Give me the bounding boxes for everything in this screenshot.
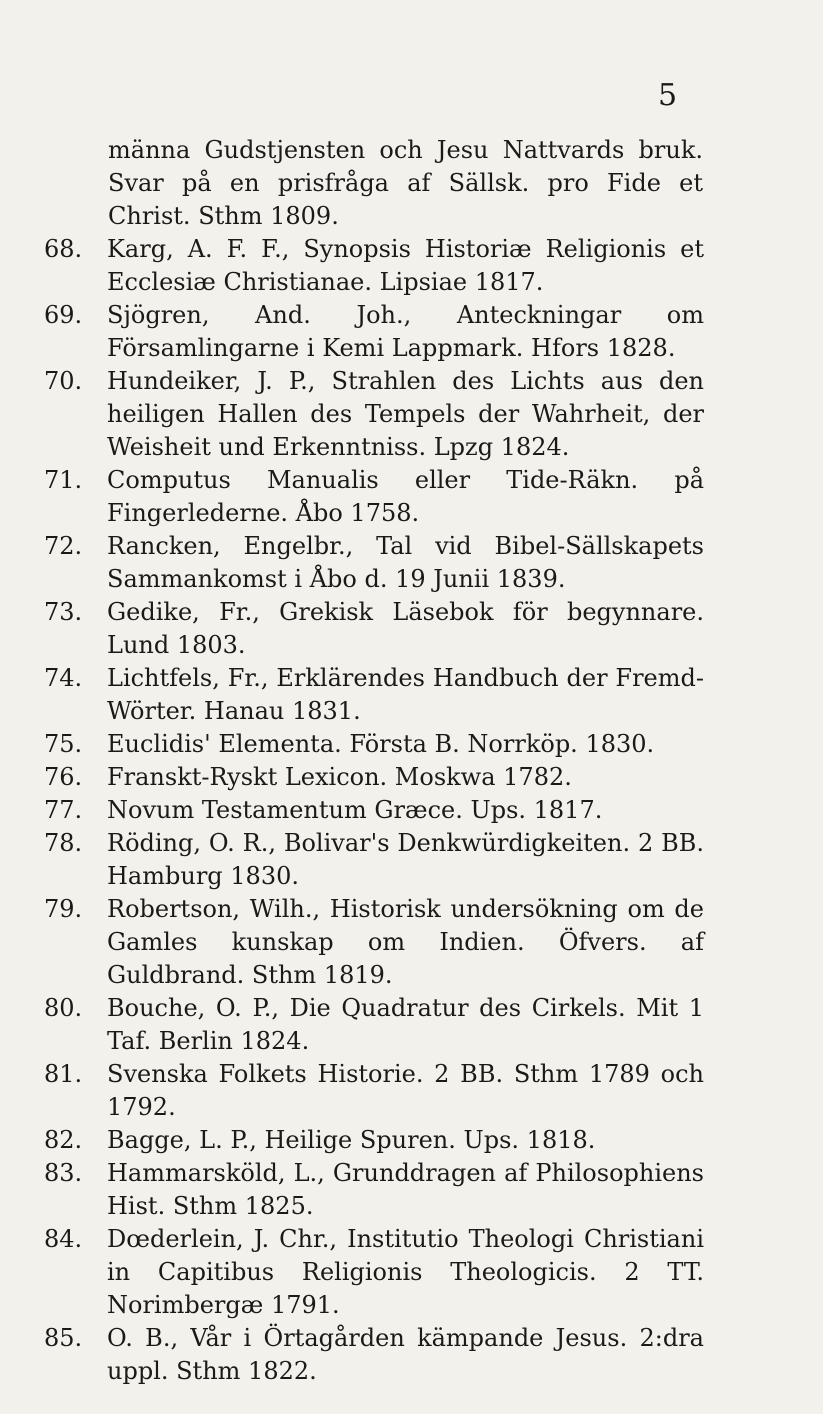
entry-text: Bouche, O. P., Die Quadratur des Cirkels. Mit 1 Taf. Berlin 1824. [107,994,704,1055]
bibliography-entry [44,728,704,761]
bibliography-entry [44,761,704,794]
entry-text: Sjögren, And. Joh., Anteckningar om Församlingarne i Kemi Lappmark. Hfors 1828. [107,301,704,362]
entry-number: 81. [44,1060,83,1088]
entry-number: 83. [44,1159,83,1187]
entry-text: O. B., Vår i Örtagården kämpande Jesus. 2:dra uppl. Sthm 1822. [107,1324,704,1385]
entry-number: 71. [44,466,83,494]
entry-number: 79. [44,895,83,923]
entry-text: Rancken, Engelbr., Tal vid Bibel-Sällskapets Sammankomst i Åbo d. 19 Junii 1839. [107,532,704,593]
bibliography-entry [44,827,704,893]
bibliography-entry [44,662,704,728]
entry-number: 73. [44,598,83,626]
entry-text: Hundeiker, J. P., Strahlen des Lichts aus den heiligen Hallen des Tempels der Wahrheit, der Weisheit und Erkenntniss. Lpzg 1824. [107,367,704,461]
entry-number: 78. [44,829,83,857]
bibliography-entry [44,1223,704,1322]
entry-text: Hammarsköld, L., Grunddragen af Philosophiens Hist. Sthm 1825. [107,1159,704,1220]
bibliography-entry [44,992,704,1058]
bibliography-list [44,233,704,1388]
entry-number: 85. [44,1324,83,1352]
bibliography-entry [44,596,704,662]
continuation-text: männa Gudstjensten och Jesu Nattvards bruk. Svar på en prisfråga af Sällsk. pro Fide et Christ. Sthm 1809. [108,136,703,230]
entry-number: 69. [44,301,83,329]
bibliography-entry [44,1124,704,1157]
bibliography-entry [44,464,704,530]
entry-number: 75. [44,730,83,758]
entry-text: Gedike, Fr., Grekisk Läsebok för begynnare. Lund 1803. [107,598,704,659]
entry-text: Novum Testamentum Græce. Ups. 1817. [107,796,603,824]
bibliography-entry [44,530,704,596]
entry-text: Robertson, Wilh., Historisk undersökning om de Gamles kunskap om Indien. Öfvers. af Guldbrand. Sthm 1819. [107,895,704,989]
bibliography-entry [44,365,704,464]
entry-number: 74. [44,664,83,692]
entry-number: 84. [44,1225,83,1253]
entry-number: 68. [44,235,83,263]
page-number: 5 [658,78,678,113]
bibliography-entry [44,1157,704,1223]
entry-text: Röding, O. R., Bolivar's Denkwürdigkeiten. 2 BB. Hamburg 1830. [107,829,704,890]
entry-number: 76. [44,763,83,791]
entry-text: Dœderlein, J. Chr., Institutio Theologi Christiani in Capitibus Religionis Theologicis. 2 TT. Norimbergæ 1791. [107,1225,704,1319]
bibliography-entry [44,1322,704,1388]
bibliography-entry [44,893,704,992]
entry-text: Euclidis' Elementa. Första B. Norrköp. 1830. [107,730,655,758]
entry-text: Computus Manualis eller Tide-Räkn. på Fingerlederne. Åbo 1758. [107,466,704,527]
bibliography-entry [44,794,704,827]
entry-text: Karg, A. F. F., Synopsis Historiæ Religionis et Ecclesiæ Christianae. Lipsiae 1817. [107,235,704,296]
bibliography-entry [44,1058,704,1124]
entry-number: 82. [44,1126,83,1154]
bibliography-entry [44,299,704,365]
entry-number: 72. [44,532,83,560]
entry-number: 80. [44,994,83,1022]
entry-text: Svenska Folkets Historie. 2 BB. Sthm 1789 och 1792. [107,1060,704,1121]
entry-text: Bagge, L. P., Heilige Spuren. Ups. 1818. [107,1126,596,1154]
entry-number: 77. [44,796,83,824]
entry-text: Lichtfels, Fr., Erklärendes Handbuch der Fremd-Wörter. Hanau 1831. [107,664,704,725]
entry-text: Franskt-Ryskt Lexicon. Moskwa 1782. [107,763,572,791]
entry-number: 70. [44,367,83,395]
bibliography-entry [44,233,704,299]
